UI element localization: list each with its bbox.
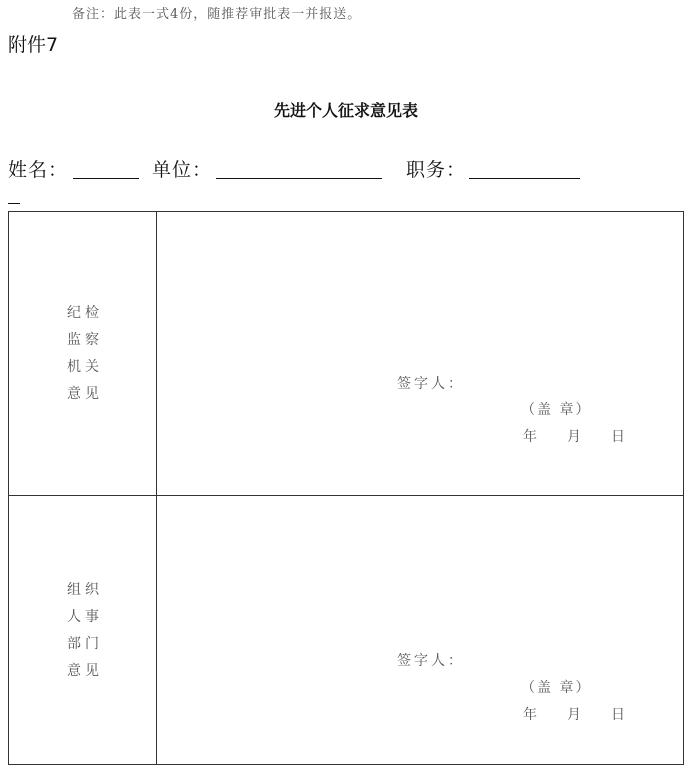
signature-label: 签字人： bbox=[397, 376, 465, 392]
row-label-line: 纪检 bbox=[67, 305, 103, 321]
header-fields bbox=[0, 155, 692, 185]
signature-label: 签字人： bbox=[397, 653, 465, 669]
row-label-line: 意见 bbox=[67, 386, 103, 402]
position-label: 职务： bbox=[406, 159, 467, 181]
seal-label: （盖 章） bbox=[521, 402, 592, 418]
row-label-line: 意见 bbox=[67, 663, 103, 679]
date-year: 年 bbox=[523, 429, 537, 445]
date-line bbox=[523, 426, 625, 446]
date-day: 日 bbox=[611, 707, 625, 723]
row-label-line: 人事 bbox=[67, 609, 103, 625]
unit-field[interactable] bbox=[216, 178, 382, 179]
row-label-cell bbox=[9, 212, 157, 495]
row-label-line: 监察 bbox=[67, 332, 103, 348]
table-row bbox=[9, 496, 683, 764]
row-label bbox=[67, 300, 103, 408]
seal-label: （盖 章） bbox=[521, 680, 592, 696]
row-label bbox=[67, 577, 103, 685]
date-month: 月 bbox=[567, 707, 581, 723]
page-title: 先进个人征求意见表 bbox=[273, 101, 418, 120]
row-label-line: 机关 bbox=[67, 359, 103, 375]
row-label-line: 部门 bbox=[67, 636, 103, 652]
name-label: 姓名： bbox=[8, 159, 69, 181]
opinion-table bbox=[8, 211, 684, 765]
divider bbox=[8, 203, 20, 204]
position-field[interactable] bbox=[469, 178, 580, 179]
date-day: 日 bbox=[611, 429, 625, 445]
date-month: 月 bbox=[567, 429, 581, 445]
unit-label: 单位： bbox=[152, 159, 213, 181]
date-line bbox=[523, 704, 625, 724]
attachment-label: 附件7 bbox=[8, 34, 59, 56]
table-row bbox=[9, 212, 683, 496]
row-label-line: 组织 bbox=[67, 582, 103, 598]
date-year: 年 bbox=[523, 707, 537, 723]
row-label-cell bbox=[9, 496, 157, 764]
name-field[interactable] bbox=[73, 178, 139, 179]
footnote: 备注：此表一式4份，随推荐审批表一并报送。 bbox=[72, 7, 362, 22]
